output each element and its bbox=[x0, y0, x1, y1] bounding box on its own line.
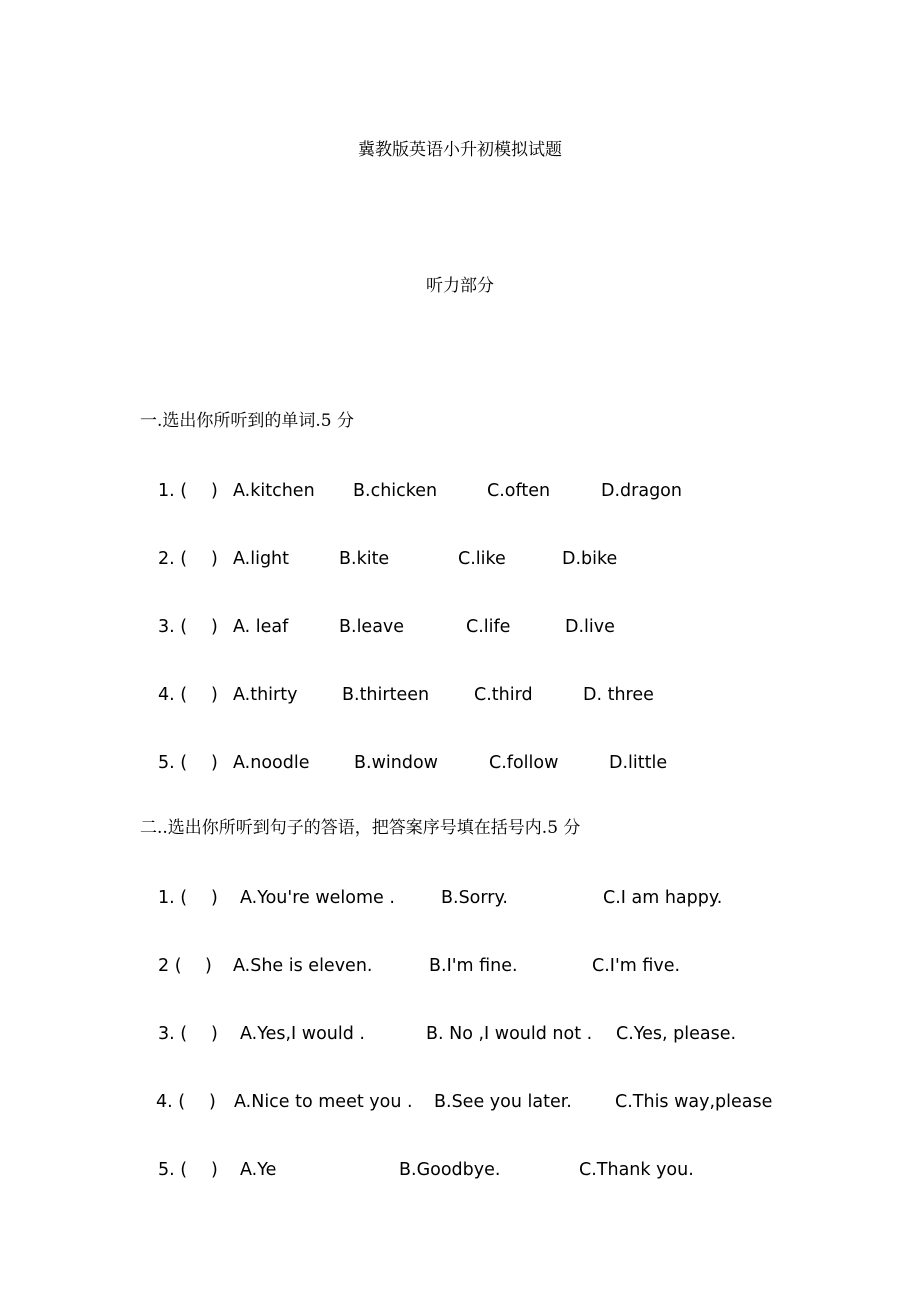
question-number: 3. ( bbox=[158, 1024, 188, 1044]
option-c: C.This way,please bbox=[615, 1092, 773, 1112]
option-b: B.See you later. bbox=[434, 1092, 572, 1112]
question-number: 4. ( bbox=[158, 685, 188, 705]
option-b: B.Goodbye. bbox=[399, 1160, 501, 1180]
question-row bbox=[0, 1022, 920, 1046]
answer-bracket-close: ) bbox=[211, 888, 218, 908]
option-c: C.follow bbox=[489, 753, 559, 773]
option-c: C.third bbox=[474, 685, 533, 705]
option-b: B.kite bbox=[339, 549, 390, 569]
option-d: D.little bbox=[609, 753, 668, 773]
answer-bracket-close: ) bbox=[211, 753, 218, 773]
question-row bbox=[0, 683, 920, 707]
answer-bracket-close: ) bbox=[211, 481, 218, 501]
option-a: A.She is eleven. bbox=[233, 956, 373, 976]
option-a: A.Nice to meet you . bbox=[234, 1092, 413, 1112]
answer-bracket-close: ) bbox=[205, 956, 212, 976]
question-row bbox=[0, 615, 920, 639]
option-a: A.Ye bbox=[240, 1160, 277, 1180]
option-b: B.window bbox=[354, 753, 438, 773]
option-d: D.live bbox=[565, 617, 615, 637]
answer-bracket-close: ) bbox=[211, 617, 218, 637]
option-a: A.Yes,I would . bbox=[240, 1024, 365, 1044]
question-number: 5. ( bbox=[158, 753, 188, 773]
question-number: 1. ( bbox=[158, 481, 188, 501]
section-1-heading: 一.选出你所听到的单词.5 分 bbox=[140, 411, 355, 431]
answer-bracket-close: ) bbox=[211, 1160, 218, 1180]
option-b: B.thirteen bbox=[342, 685, 430, 705]
option-c: C.I'm five. bbox=[592, 956, 681, 976]
question-row bbox=[0, 547, 920, 571]
question-number: 5. ( bbox=[158, 1160, 188, 1180]
question-row bbox=[0, 954, 920, 978]
question-row bbox=[0, 479, 920, 503]
option-a: A.You're welome . bbox=[240, 888, 395, 908]
option-a: A.thirty bbox=[233, 685, 298, 705]
option-b: B.leave bbox=[339, 617, 405, 637]
answer-bracket-close: ) bbox=[211, 1024, 218, 1044]
question-number: 1. ( bbox=[158, 888, 188, 908]
question-row bbox=[0, 751, 920, 775]
option-b: B.I'm fine. bbox=[429, 956, 518, 976]
option-d: D.dragon bbox=[601, 481, 682, 501]
option-c: C.Yes, please. bbox=[616, 1024, 737, 1044]
option-d: D.bike bbox=[562, 549, 618, 569]
question-number: 2. ( bbox=[158, 549, 188, 569]
option-c: C.life bbox=[466, 617, 511, 637]
option-b: B. No ,I would not . bbox=[426, 1024, 593, 1044]
question-row bbox=[0, 886, 920, 910]
option-a: A. leaf bbox=[233, 617, 289, 637]
option-c: C.Thank you. bbox=[579, 1160, 694, 1180]
document-title: 冀教版英语小升初模拟试题 bbox=[358, 140, 562, 160]
answer-bracket-close: ) bbox=[211, 549, 218, 569]
question-number: 3. ( bbox=[158, 617, 188, 637]
option-d: D. three bbox=[583, 685, 654, 705]
option-b: B.chicken bbox=[353, 481, 438, 501]
option-a: A.noodle bbox=[233, 753, 310, 773]
section-2-heading: 二..选出你所听到句子的答语，把答案序号填在括号内.5 分 bbox=[140, 818, 581, 838]
option-a: A.kitchen bbox=[233, 481, 315, 501]
answer-bracket-close: ) bbox=[211, 685, 218, 705]
option-c: C.I am happy. bbox=[603, 888, 723, 908]
option-b: B.Sorry. bbox=[441, 888, 508, 908]
question-row bbox=[0, 1158, 920, 1182]
question-number: 4. ( bbox=[156, 1092, 186, 1112]
answer-bracket-close: ) bbox=[209, 1092, 216, 1112]
question-number: 2 ( bbox=[158, 956, 182, 976]
option-a: A.light bbox=[233, 549, 290, 569]
question-row bbox=[0, 1090, 920, 1114]
option-c: C.often bbox=[487, 481, 551, 501]
listening-section-title: 听力部分 bbox=[426, 276, 494, 296]
option-c: C.like bbox=[458, 549, 506, 569]
